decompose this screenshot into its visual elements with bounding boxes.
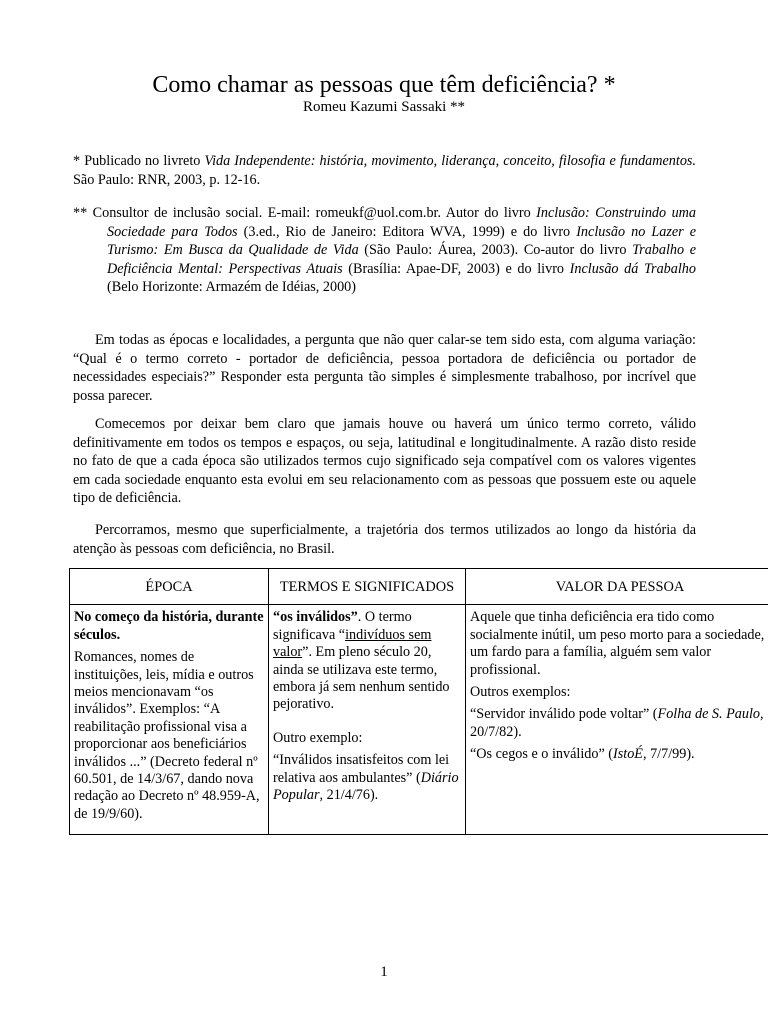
term-example: “Inválidos insatisfeitos com lei relativa aos ambulantes” (Diário Popular, 21/4/76). — [273, 752, 459, 804]
table-header-row — [70, 569, 768, 605]
header-valor: VALOR DA PESSOA — [466, 569, 768, 605]
terms-table — [69, 568, 768, 835]
cell-termos — [269, 605, 466, 835]
term-other-label: Outro exemplo: — [273, 729, 363, 746]
publication-note: * Publicado no livreto Vida Independente: história, movimento, liderança, conceito, filosofia e fundamentos. São Paulo: RNR, 2003, p. 12-16. — [73, 153, 696, 188]
cell-valor — [466, 605, 768, 835]
table-row — [70, 605, 768, 835]
value-other-label: Outros exemplos: — [470, 684, 571, 701]
paragraph-intro: Em todas as épocas e localidades, a pergunta que não quer calar-se tem sido esta, com alguma variação: “Qual é o termo correto - portador de deficiência, pessoa portadora de deficiência ou portador de necessidades especiais?” Responder esta pergunta tão simples é simplesmente trabalhoso, por incrível que possa parecer. — [73, 332, 696, 404]
page-number: 1 — [380, 964, 388, 980]
value-example-2: “Os cegos e o inválido” (IstoÉ, 7/7/99). — [470, 746, 695, 763]
author-note: ** Consultor de inclusão social. E-mail: romeukf@uol.com.br. Autor do livro Inclusão: Construindo uma Sociedade para Todos (3.ed., Rio de Janeiro: Editora WVA, 1999) e do livro Inclusão no Lazer e Turismo: Em Busca da Qualidade de Vida (São Paulo: Áurea, 2003). Co-autor do livro Trabalho e Deficiência Mental: Perspectivas Atuais (Brasília: Apae-DF, 2003) e do livro Inclusão dá Trabalho (Belo Horizonte: Armazém de Idéias, 2000) — [73, 205, 697, 296]
paragraph-trajectory: Percorramos, mesmo que superficialmente, a trajetória dos termos utilizados ao longo da história da atenção às pessoas com deficiência, no Brasil. — [73, 522, 696, 557]
value-body: Aquele que tinha deficiência era tido como socialmente inútil, um peso morto para a sociedade, um fardo para a família, alguém sem valor profissional. — [470, 609, 765, 678]
epoch-body: Romances, nomes de instituições, leis, mídia e outros meios mencionavam “os inválidos”. Exemplos: “A reabilitação profissional visa a proporcionar aos beneficiários inválidos ...” (Decreto federal nº 60.501, de 14/3/67, dando nova redação ao Decreto nº 48.959-A, de 19/9/60). — [74, 649, 260, 822]
page-title: Como chamar as pessoas que têm deficiência? * — [152, 72, 616, 98]
author-name: Romeu Kazumi Sassaki ** — [302, 99, 466, 115]
value-example-1: “Servidor inválido pode voltar” (Folha de S. Paulo, 20/7/82). — [470, 706, 764, 740]
header-termos: TERMOS E SIGNIFICADOS — [269, 569, 466, 605]
term-definition: “os inválidos”. O termo significava “indivíduos sem valor”. Em pleno século 20, ainda se utilizava este termo, embora já sem nenhum sentido pejorativo. — [273, 609, 450, 713]
cell-epoca — [70, 605, 269, 835]
epoch-heading: No começo da história, durante séculos. — [74, 609, 264, 643]
header-epoca: ÉPOCA — [70, 569, 269, 605]
paragraph-no-correct-term: Comecemos por deixar bem claro que jamais houve ou haverá um único termo correto, válido definitivamente em todos os tempos e espaços, ou seja, latitudinal e longitudinalmente. A razão disto reside no fato de que a cada época são utilizados termos cujo significado seja compatível com os valores vigentes em cada sociedade enquanto esta evolui em seu relacionamento com as pessoas que possuem este ou aquele tipo de deficiência. — [73, 416, 696, 507]
